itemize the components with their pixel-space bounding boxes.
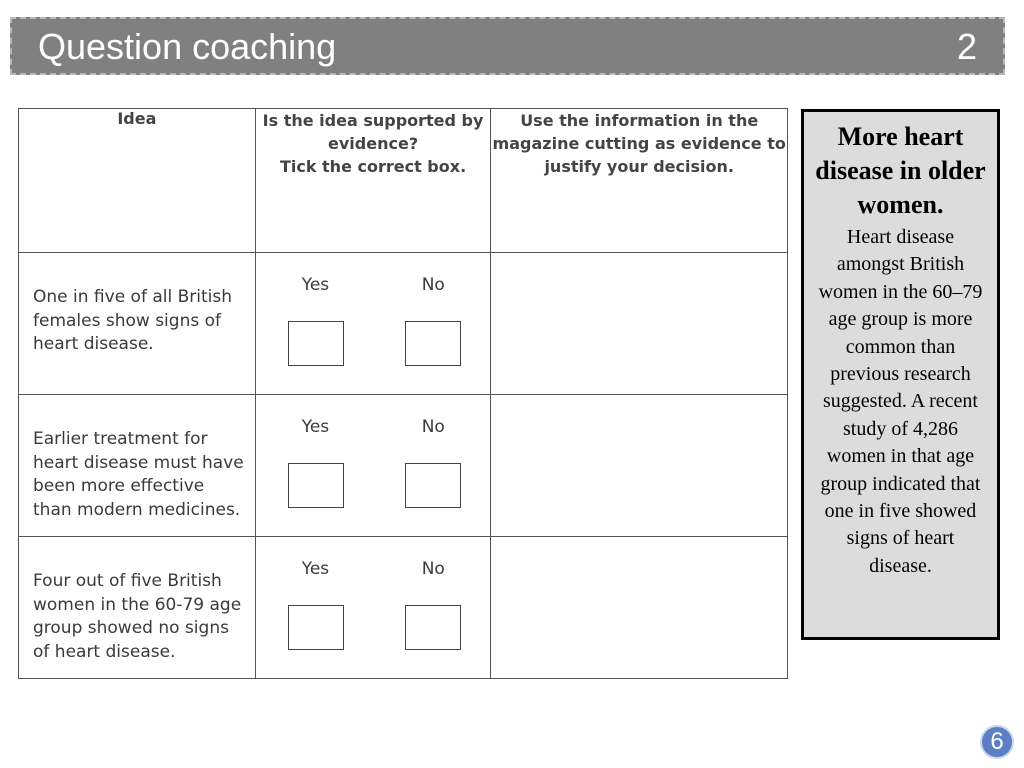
title-bar [10, 17, 1005, 75]
slide-question-number: 2 [956, 26, 977, 67]
table-row [19, 253, 788, 395]
table-header-row [19, 109, 788, 253]
yes-label: Yes [301, 275, 330, 295]
no-label: No [421, 417, 445, 437]
slide-title: Question coaching [38, 26, 337, 67]
magazine-cutting [801, 109, 1000, 640]
column-header-supported: Is the idea supported by evidence? Tick the correct box. [255, 109, 491, 253]
column-header-evidence: Use the information in the magazine cutting as evidence to justify your decision. [491, 109, 788, 253]
yes-label: Yes [301, 417, 330, 437]
evidence-answer-cell[interactable] [491, 537, 788, 679]
yes-checkbox[interactable] [288, 463, 344, 508]
evidence-answer-cell[interactable] [491, 253, 788, 395]
idea-cell [19, 253, 256, 395]
no-checkbox[interactable] [405, 463, 461, 508]
column-header-idea: Idea [19, 109, 256, 253]
tick-cell [255, 537, 491, 679]
yes-checkbox[interactable] [288, 605, 344, 650]
cutting-headline: More heart disease in older women. [815, 122, 986, 219]
table-row [19, 395, 788, 537]
page-number-badge: 6 [980, 725, 1014, 759]
cutting-body: Heart disease amongst British women in the 60–79 age group is more common than previous research suggested. A recent study of 4,286 women in that age group indicated that one in five showed signs of heart disease. [818, 226, 983, 577]
no-label: No [421, 275, 445, 295]
no-label: No [421, 559, 445, 579]
idea-cell [19, 395, 256, 537]
tick-cell [255, 395, 491, 537]
table-row [19, 537, 788, 679]
idea-text: One in five of all British females show signs of heart disease. [33, 287, 233, 354]
yes-checkbox[interactable] [288, 321, 344, 366]
idea-cell [19, 537, 256, 679]
evidence-answer-cell[interactable] [491, 395, 788, 537]
no-checkbox[interactable] [405, 321, 461, 366]
yes-label: Yes [301, 559, 330, 579]
tick-cell [255, 253, 491, 395]
no-checkbox[interactable] [405, 605, 461, 650]
idea-text: Four out of five British women in the 60-79 age group showed no signs of heart disease. [33, 571, 242, 662]
worksheet-table [18, 108, 788, 679]
idea-text: Earlier treatment for heart disease must have been more effective than modern medicines. [33, 429, 244, 520]
